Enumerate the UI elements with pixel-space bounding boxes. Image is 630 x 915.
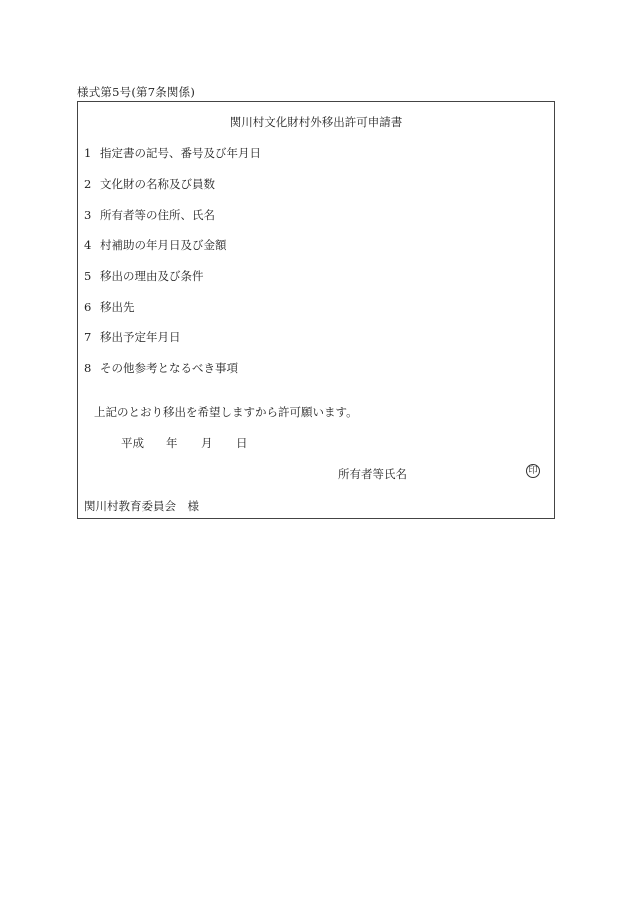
date-line [121,435,248,451]
application-form [77,101,555,519]
seal-mark-icon: 印 [526,464,540,478]
item-number: 6 [84,300,92,314]
form-item-5 [84,268,204,284]
item-number: 2 [84,177,92,191]
item-text: 移出予定年月日 [100,330,181,344]
item-text: 文化財の名称及び員数 [100,177,215,191]
form-item-8 [84,360,238,376]
form-item-3 [84,207,215,223]
form-item-2 [84,176,215,192]
form-item-1 [84,145,261,161]
owner-name-label: 所有者等氏名 [338,467,407,481]
form-number-label: 様式第5号(第7条関係) [77,85,196,99]
date-year: 年 [166,436,178,450]
item-number: 4 [84,238,92,252]
form-item-6 [84,299,135,315]
item-text: 移出先 [100,300,135,314]
item-number: 1 [84,146,92,160]
addressee: 関川村教育委員会 様 [84,499,199,513]
item-text: 村補助の年月日及び金額 [100,238,227,252]
form-title: 関川村文化財村外移出許可申請書 [229,115,403,129]
item-number: 5 [84,269,92,283]
request-statement: 上記のとおり移出を希望しますから許可願います。 [94,405,358,419]
item-number: 8 [84,361,92,375]
date-month: 月 [201,436,213,450]
item-text: その他参考となるべき事項 [100,361,238,375]
date-day: 日 [236,436,248,450]
item-text: 指定書の記号、番号及び年月日 [100,146,261,160]
item-number: 7 [84,330,92,344]
item-number: 3 [84,208,92,222]
item-text: 所有者等の住所、氏名 [100,208,215,222]
date-era: 平成 [121,436,144,450]
form-item-4 [84,237,227,253]
form-item-7 [84,329,181,345]
item-text: 移出の理由及び条件 [100,269,204,283]
